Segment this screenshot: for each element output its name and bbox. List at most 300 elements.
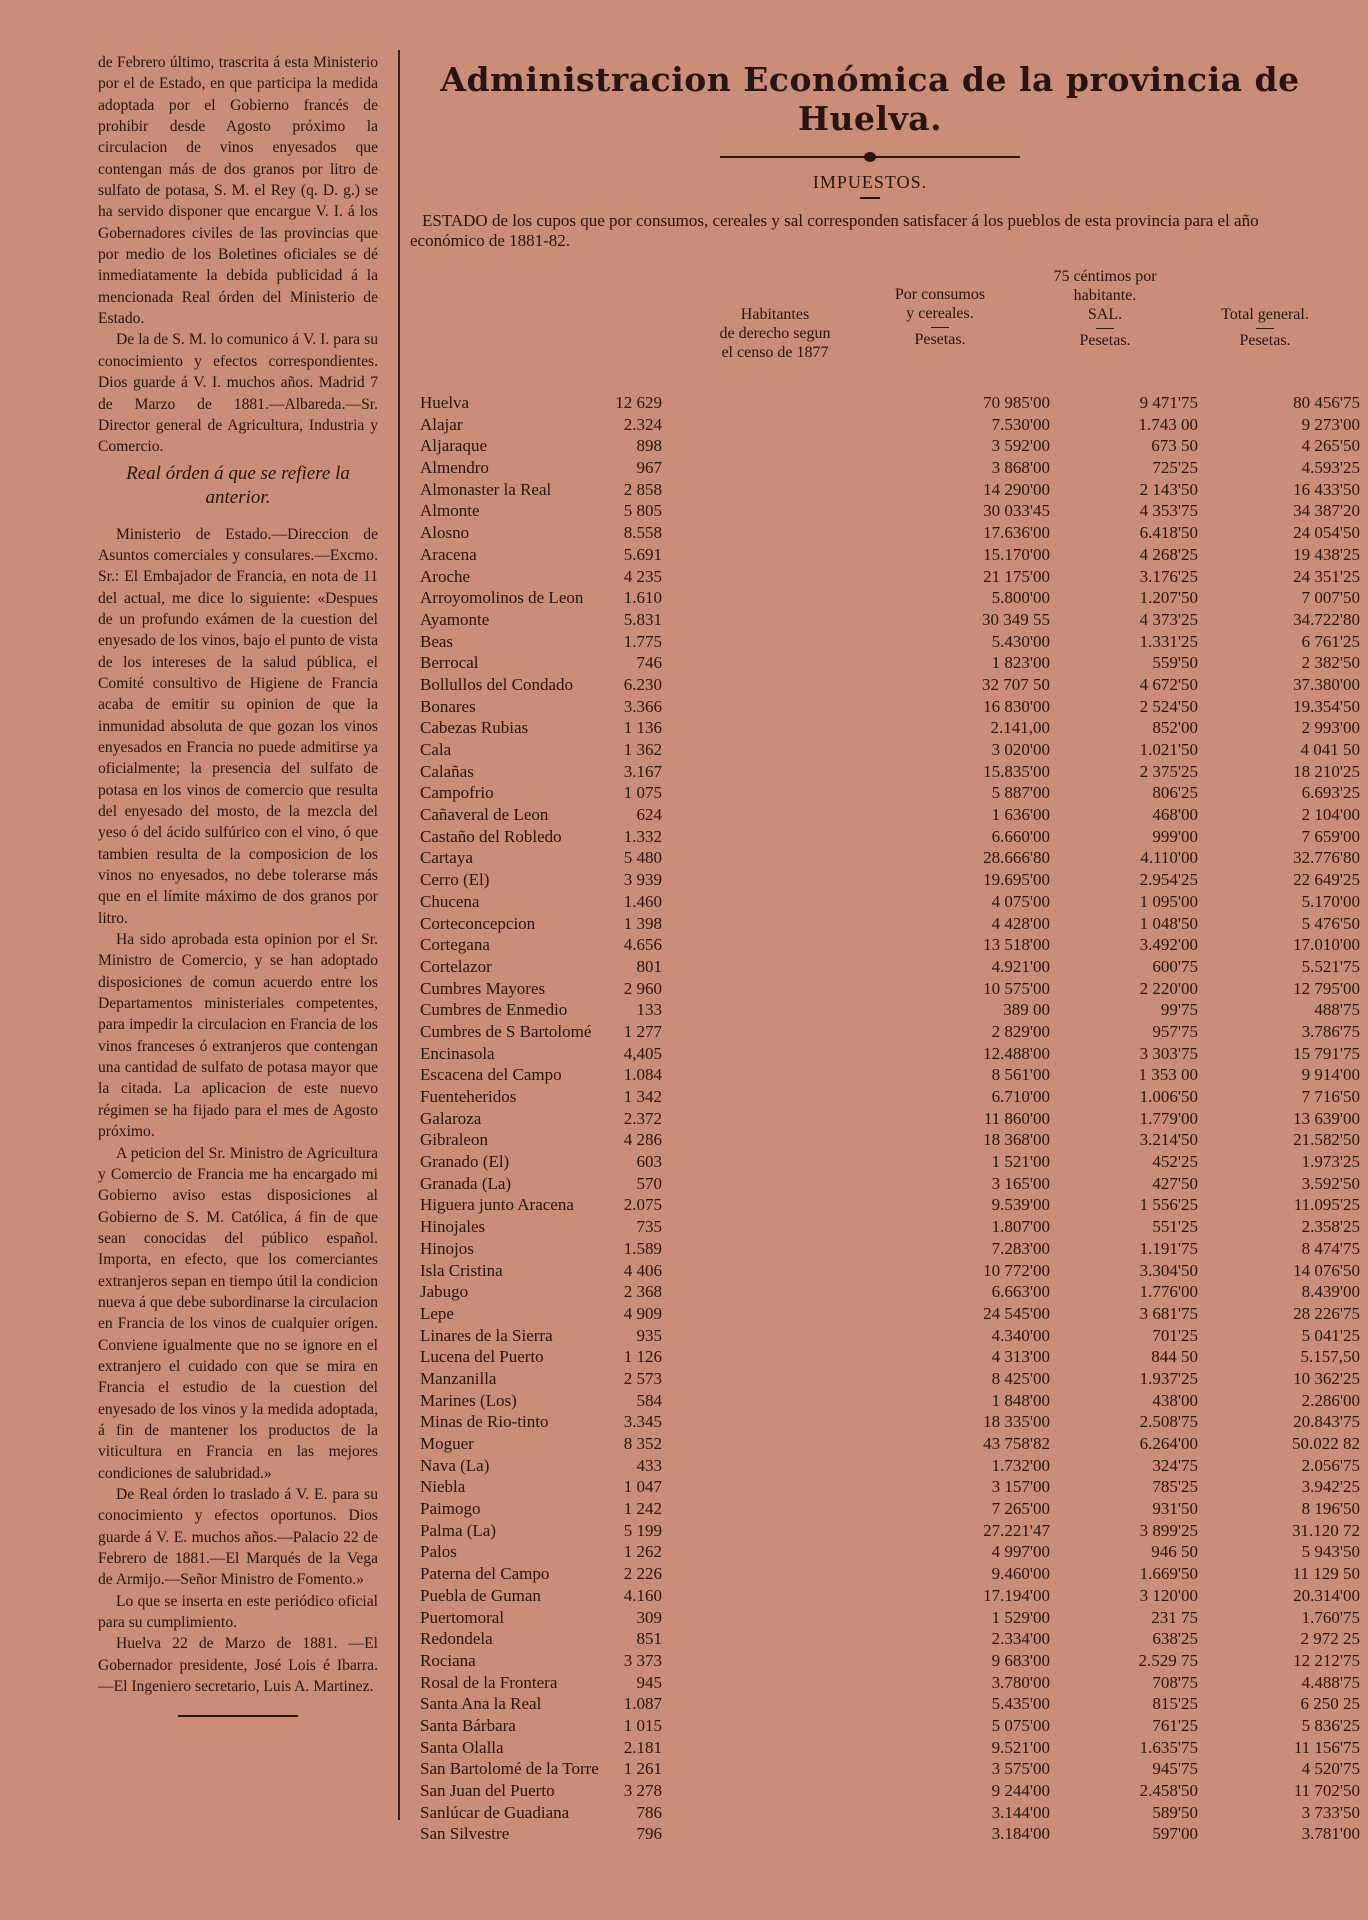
consumos-cell: 17.636'00 (983, 523, 1050, 543)
consumos-cell: 2.334'00 (991, 1629, 1050, 1649)
header-sal-dash (1096, 328, 1114, 329)
total-cell: 3 733'50 (1301, 1802, 1360, 1822)
total-cell: 2 972 25 (1300, 1629, 1360, 1649)
habitantes-cell: 2.075 (623, 1195, 662, 1215)
sal-cell: 673 50 (1151, 436, 1198, 456)
table-row (420, 1260, 1360, 1282)
consumos-cell: 5.430'00 (991, 631, 1050, 651)
town-name: Granada (La) (420, 1173, 512, 1193)
total-cell: 11 156'75 (1293, 1737, 1360, 1757)
left-paragraph-2: De la de S. M. lo comunico á V. I. para su conocimiento y efectos correspondientes. Dios guarde á V. I. muchos años. Madrid 7 de Marzo de 1881.—Albareda.—Sr. Director general de Agricultura, Industria y Comercio. (98, 331, 378, 456)
habitantes-cell: 4 406 (623, 1260, 662, 1280)
habitantes-cell: 3 939 (623, 870, 662, 890)
habitantes-cell: 1 262 (623, 1542, 662, 1562)
table-row (420, 1021, 1360, 1043)
consumos-cell: 2 829'00 (991, 1021, 1050, 1041)
total-cell: 11.095'25 (1293, 1195, 1360, 1215)
town-name: Paimogo (420, 1499, 481, 1519)
column-divider (398, 50, 400, 1820)
left-column (98, 52, 378, 1717)
table-row (420, 1758, 1360, 1780)
table-row (420, 652, 1360, 674)
header-tot-line-2: Pesetas. (1239, 332, 1291, 349)
total-cell: 2.286'00 (1301, 1390, 1360, 1410)
left-paragraph-6: De Real órden lo traslado á V. E. para su conocimiento y efectos oportunos. Dios guarde á V. E. muchos años.—Palacio 22 de Febrero de 1881.—El Marqués de la Vega de Armijo.—Señor Ministro de Fomento.» (98, 1486, 378, 1589)
sal-cell: 99'75 (1160, 1000, 1198, 1020)
total-cell: 15 791'75 (1293, 1043, 1360, 1063)
header-con-line-2: y cereales. (906, 305, 974, 322)
town-name: San Silvestre (420, 1824, 510, 1844)
habitantes-cell: 1 075 (623, 783, 662, 803)
habitantes-cell: 1 362 (623, 740, 662, 759)
habitantes-cell: 5.691 (623, 544, 662, 564)
sal-cell: 761'25 (1152, 1715, 1198, 1735)
table-row (420, 1433, 1360, 1455)
habitantes-cell: 935 (636, 1325, 662, 1345)
consumos-cell: 5 075'00 (991, 1715, 1050, 1735)
sal-cell: 2.529 75 (1138, 1650, 1198, 1670)
consumos-cell: 9 244'00 (991, 1781, 1050, 1800)
table-row (420, 934, 1360, 956)
table-row (420, 978, 1360, 1000)
habitantes-cell: 1 015 (623, 1715, 662, 1735)
consumos-cell: 43 758'82 (983, 1434, 1050, 1453)
total-cell: 7 659'00 (1301, 826, 1360, 846)
consumos-cell: 18 335'00 (983, 1412, 1050, 1432)
sal-cell: 559'50 (1152, 653, 1198, 673)
page-title: Administracion Económica de la provincia de Huelva. (440, 60, 1300, 138)
habitantes-cell: 735 (636, 1217, 662, 1237)
consumos-cell: 6.710'00 (991, 1087, 1050, 1106)
town-name: Isla Cristina (420, 1260, 503, 1280)
sal-cell: 468'00 (1152, 805, 1198, 825)
town-name: Cañaveral de Leon (420, 805, 549, 825)
table-row (420, 522, 1360, 544)
consumos-cell: 27.221'47 (983, 1520, 1050, 1540)
consumos-cell: 28.666'80 (983, 848, 1050, 868)
habitantes-cell: 8.558 (623, 523, 662, 543)
table-row (420, 392, 1360, 414)
total-cell: 2 382'50 (1301, 653, 1360, 673)
consumos-cell: 1 636'00 (991, 805, 1050, 825)
total-cell: 10 362'25 (1293, 1368, 1360, 1388)
total-cell: 9 914'00 (1301, 1065, 1360, 1085)
table-row (420, 1303, 1360, 1325)
town-name: Beas (420, 631, 454, 651)
habitantes-cell: 851 (636, 1629, 662, 1649)
total-cell: 8 196'50 (1301, 1499, 1360, 1519)
table-row (420, 1194, 1360, 1216)
habitantes-cell: 1 398 (623, 913, 662, 933)
habitantes-cell: 2 368 (623, 1282, 662, 1302)
total-cell: 5 836'25 (1301, 1715, 1360, 1735)
total-cell: 13 639'00 (1293, 1108, 1360, 1128)
total-cell: 11 129 50 (1292, 1564, 1360, 1584)
consumos-cell: 4 997'00 (991, 1542, 1050, 1562)
habitantes-cell: 5.831 (623, 609, 662, 629)
habitantes-cell: 4 235 (623, 566, 662, 586)
table-row (420, 1476, 1360, 1498)
header-con-line-3: Pesetas. (914, 331, 966, 348)
habitantes-cell: 1.084 (623, 1065, 662, 1085)
consumos-cell: 3 165'00 (991, 1173, 1050, 1193)
sal-cell: 2.458'50 (1139, 1781, 1198, 1800)
town-name: Palos (420, 1542, 457, 1562)
sal-cell: 806'25 (1152, 783, 1198, 803)
total-cell: 4 265'50 (1301, 436, 1360, 456)
sal-cell: 3.176'25 (1139, 566, 1198, 586)
habitantes-cell: 133 (636, 1000, 662, 1020)
town-name: Cumbres de Enmedio (420, 1000, 568, 1020)
table-row (420, 1086, 1360, 1108)
habitantes-cell: 1 136 (623, 718, 662, 738)
town-name: Lepe (420, 1303, 454, 1323)
table-row (420, 717, 1360, 739)
header-hab-line-1: Habitantes (740, 306, 810, 323)
consumos-cell: 9.460'00 (991, 1564, 1050, 1584)
consumos-cell: 4.921'00 (991, 956, 1050, 976)
table-row (420, 1216, 1360, 1238)
total-cell: 8 474'75 (1301, 1238, 1360, 1258)
sal-cell: 1.669'50 (1139, 1564, 1198, 1584)
town-name: Cumbres Mayores (420, 978, 546, 998)
table-row (420, 869, 1360, 891)
consumos-cell: 1 848'00 (991, 1390, 1050, 1410)
consumos-cell: 3.184'00 (991, 1824, 1050, 1844)
table-row (420, 1715, 1360, 1737)
sal-cell: 3.492'00 (1139, 935, 1198, 955)
town-name: Chucena (420, 891, 480, 911)
total-cell: 4.593'25 (1301, 458, 1360, 478)
table-row (420, 804, 1360, 826)
subtitle-dash (860, 197, 880, 199)
town-name: Encinasola (420, 1043, 495, 1063)
sal-cell: 1.006'50 (1139, 1087, 1198, 1106)
header-total (1195, 305, 1335, 350)
town-name: Manzanilla (420, 1368, 497, 1388)
town-name: Cerro (El) (420, 870, 490, 890)
consumos-cell: 3.144'00 (991, 1802, 1050, 1822)
table-row (420, 1325, 1360, 1347)
sal-cell: 931'50 (1152, 1499, 1198, 1519)
table-row (420, 913, 1360, 935)
table-row (420, 479, 1360, 501)
town-name: Escacena del Campo (420, 1065, 562, 1085)
consumos-cell: 7.283'00 (991, 1238, 1050, 1258)
total-cell: 20.314'00 (1293, 1585, 1360, 1605)
total-cell: 2 993'00 (1301, 718, 1360, 738)
section-subtitle (410, 172, 1330, 199)
habitantes-cell: 2 573 (623, 1368, 662, 1388)
consumos-cell: 7.530'00 (991, 414, 1050, 434)
sal-cell: 4 353'75 (1139, 501, 1198, 521)
total-cell: 5.170'00 (1301, 891, 1360, 911)
town-name: San Bartolomé de la Torre (420, 1759, 599, 1779)
consumos-cell: 8 561'00 (991, 1065, 1050, 1085)
sal-cell: 1 048'50 (1139, 913, 1198, 933)
consumos-cell: 3 020'00 (991, 740, 1050, 759)
sal-cell: 638'25 (1152, 1629, 1198, 1649)
habitantes-cell: 3 373 (623, 1650, 662, 1670)
sal-cell: 4 373'25 (1139, 609, 1198, 629)
town-name: Cabezas Rubias (420, 718, 529, 738)
consumos-cell: 24 545'00 (983, 1303, 1050, 1323)
sal-cell: 551'25 (1152, 1217, 1198, 1237)
estado-description: ESTADO de los cupos que por consumos, cereales y sal corresponden satisfacer á los pueblos de esta provincia para el año económico de 1881-82. (410, 211, 1259, 250)
table-row (420, 1346, 1360, 1368)
sal-cell: 815'25 (1152, 1694, 1198, 1714)
total-cell: 12 795'00 (1293, 978, 1360, 998)
sal-cell: 427'50 (1152, 1173, 1198, 1193)
consumos-cell: 9.539'00 (991, 1195, 1050, 1215)
table-row (420, 1650, 1360, 1672)
consumos-cell: 3 157'00 (991, 1477, 1050, 1497)
sal-cell: 4.110'00 (1140, 848, 1198, 868)
town-name: Gibraleon (420, 1130, 488, 1150)
left-paragraph-1: de Febrero último, trascrita á esta Ministerio por el de Estado, en que participa la medida adoptada por el Gobierno francés de prohibir desde Agosto próximo la circulacion de vinos enyesados que contengan más de dos granos por litro de sulfato de potasa, S. M. el Rey (q. D. g.) se ha servido disponer que encargue V. I. á los Gobernadores civiles de las provincias que por medio de los Boletines oficiales se dé inmediatamente la debida publicidad á la mencionada Real órden del Ministerio de Estado. (98, 54, 378, 328)
town-name: Alosno (420, 523, 470, 543)
consumos-cell: 7 265'00 (991, 1499, 1050, 1519)
habitantes-cell: 624 (636, 805, 662, 825)
table-row (420, 457, 1360, 479)
consumos-cell: 5 887'00 (991, 783, 1050, 803)
table-row (420, 1498, 1360, 1520)
sal-cell: 1.191'75 (1139, 1238, 1198, 1258)
sal-cell: 725'25 (1152, 458, 1198, 478)
header-sal-line-4: Pesetas. (1079, 332, 1131, 349)
sal-cell: 708'75 (1152, 1672, 1198, 1692)
consumos-cell: 15.170'00 (983, 544, 1050, 564)
consumos-cell: 4 313'00 (991, 1347, 1050, 1367)
town-name: Aljaraque (420, 436, 488, 456)
town-name: Arroyomolinos de Leon (420, 588, 584, 608)
header-sal-line-2: habitante. (1073, 287, 1137, 304)
total-cell: 1.973'25 (1301, 1152, 1360, 1172)
sal-cell: 1 095'00 (1139, 891, 1198, 911)
total-cell: 24 351'25 (1293, 566, 1360, 586)
habitantes-cell: 967 (636, 458, 662, 478)
total-cell: 21.582'50 (1293, 1130, 1360, 1150)
table-row (420, 1281, 1360, 1303)
total-cell: 5.521'75 (1301, 956, 1360, 976)
sal-cell: 1.331'25 (1139, 631, 1198, 651)
total-cell: 1.760'75 (1301, 1607, 1360, 1627)
habitantes-cell: 6.230 (623, 674, 662, 694)
town-name: Fuenteheridos (420, 1087, 517, 1106)
consumos-cell: 9.521'00 (991, 1737, 1050, 1757)
table-row (420, 1672, 1360, 1694)
habitantes-cell: 2.324 (623, 414, 662, 434)
town-name: Aracena (420, 544, 477, 564)
habitantes-cell: 5 805 (623, 501, 662, 521)
town-name: Nava (La) (420, 1455, 490, 1475)
total-cell: 28 226'75 (1293, 1303, 1360, 1323)
consumos-cell: 5.800'00 (991, 588, 1050, 608)
table-row (420, 587, 1360, 609)
table-row (420, 1520, 1360, 1542)
total-cell: 14 076'50 (1293, 1260, 1360, 1280)
habitantes-cell: 796 (636, 1824, 662, 1844)
sal-cell: 1.776'00 (1139, 1282, 1198, 1302)
sal-cell: 3 303'75 (1139, 1043, 1198, 1063)
table-row (420, 1151, 1360, 1173)
sal-cell: 589'50 (1152, 1802, 1198, 1822)
town-name: Hinojos (420, 1238, 474, 1258)
sal-cell: 852'00 (1152, 718, 1198, 738)
town-name: Palma (La) (420, 1520, 496, 1540)
habitantes-cell: 1 261 (623, 1759, 662, 1779)
town-name: Moguer (420, 1434, 474, 1453)
town-name: Paterna del Campo (420, 1564, 550, 1584)
table-headers (410, 267, 1330, 397)
habitantes-cell: 746 (636, 653, 662, 673)
table-row (420, 1823, 1360, 1845)
total-cell: 5 476'50 (1301, 913, 1360, 933)
habitantes-cell: 1 126 (623, 1347, 662, 1367)
consumos-cell: 70 985'00 (983, 393, 1050, 412)
total-cell: 7 716'50 (1301, 1087, 1360, 1106)
town-name: Minas de Rio-tinto (420, 1412, 549, 1432)
sal-cell: 2.508'75 (1139, 1412, 1198, 1432)
town-name: Bonares (420, 696, 476, 716)
sal-cell: 946 50 (1151, 1542, 1198, 1562)
total-cell: 32.776'80 (1293, 848, 1360, 868)
sal-cell: 1.207'50 (1139, 588, 1198, 608)
town-name: Berrocal (420, 653, 479, 673)
total-cell: 50.022 82 (1292, 1434, 1360, 1453)
town-name: Niebla (420, 1477, 466, 1497)
habitantes-cell: 3.345 (623, 1412, 662, 1432)
habitantes-cell: 1 047 (623, 1477, 662, 1497)
town-name: Castaño del Robledo (420, 826, 562, 846)
total-cell: 3.786'75 (1301, 1021, 1360, 1041)
habitantes-cell: 1.610 (623, 588, 662, 608)
table-row (420, 1802, 1360, 1824)
consumos-cell: 21 175'00 (983, 566, 1050, 586)
town-name: Alajar (420, 414, 463, 434)
sal-cell: 3.304'50 (1139, 1260, 1198, 1280)
header-tot-line-1: Total general. (1221, 306, 1309, 323)
town-name: San Juan del Puerto (420, 1781, 555, 1800)
habitantes-cell: 3.167 (623, 761, 662, 781)
total-cell: 4 520'75 (1301, 1759, 1360, 1779)
total-cell: 12 212'75 (1293, 1650, 1360, 1670)
consumos-cell: 17.194'00 (983, 1585, 1050, 1605)
consumos-cell: 12.488'00 (983, 1043, 1050, 1063)
consumos-cell: 1 521'00 (991, 1152, 1050, 1172)
left-heading: Real órden á que se refiere la anterior. (126, 462, 350, 508)
sal-cell: 597'00 (1152, 1824, 1198, 1844)
town-name: Galaroza (420, 1108, 482, 1128)
town-name: Cortegana (420, 935, 490, 955)
table-row (420, 1173, 1360, 1195)
town-name: Corteconcepcion (420, 913, 536, 933)
sal-cell: 231 75 (1151, 1607, 1198, 1627)
habitantes-cell: 786 (636, 1802, 662, 1822)
town-name: Puertomoral (420, 1607, 505, 1627)
header-sal-line-3: SAL. (1087, 306, 1123, 323)
habitantes-cell: 1 242 (623, 1499, 662, 1519)
town-name: Higuera junto Aracena (420, 1195, 574, 1215)
sal-cell: 844 50 (1151, 1347, 1198, 1367)
consumos-cell: 3 592'00 (991, 436, 1050, 456)
town-name: Cala (420, 740, 452, 759)
header-hab-line-3: el censo de 1877 (721, 344, 829, 361)
consumos-cell: 1.732'00 (991, 1455, 1050, 1475)
total-cell: 5.157,50 (1300, 1347, 1360, 1367)
table-row (420, 674, 1360, 696)
sal-cell: 2 524'50 (1139, 696, 1198, 716)
table-row (420, 1129, 1360, 1151)
sal-cell: 9 471'75 (1139, 393, 1198, 412)
total-cell: 16 433'50 (1293, 479, 1360, 499)
total-cell: 22 649'25 (1293, 870, 1360, 890)
table-row (420, 1411, 1360, 1433)
town-name: Cumbres de S Bartolomé (420, 1021, 592, 1041)
town-name: Aroche (420, 566, 471, 586)
consumos-cell: 32 707 50 (982, 674, 1050, 694)
consumos-cell: 18 368'00 (983, 1130, 1050, 1150)
town-name: Campofrio (420, 783, 494, 803)
table-row (420, 609, 1360, 631)
left-paragraph-7: Lo que se inserta en este periódico oficial para su cumplimiento. (98, 1592, 378, 1632)
sal-cell: 1.743 00 (1138, 414, 1198, 434)
habitantes-cell: 570 (636, 1173, 662, 1193)
habitantes-cell: 2 226 (623, 1564, 662, 1584)
total-cell: 20.843'75 (1293, 1412, 1360, 1432)
right-column (410, 50, 1330, 397)
header-con-line-1: Por consumos (894, 286, 986, 303)
total-cell: 34 387'20 (1293, 501, 1360, 521)
sal-cell: 1.779'00 (1139, 1108, 1198, 1128)
consumos-cell: 15.835'00 (983, 761, 1050, 781)
total-cell: 34.722'80 (1293, 609, 1360, 629)
table-row (420, 1628, 1360, 1650)
consumos-cell: 3 868'00 (991, 458, 1050, 478)
town-name: Almonte (420, 501, 480, 521)
total-cell: 19.354'50 (1293, 696, 1360, 716)
town-name: Jabugo (420, 1282, 469, 1302)
table-row (420, 891, 1360, 913)
habitantes-cell: 1.589 (623, 1238, 662, 1258)
sal-cell: 3.214'50 (1139, 1130, 1198, 1150)
table-row (420, 1368, 1360, 1390)
town-name: Hinojales (420, 1217, 486, 1237)
consumos-cell: 30 349 55 (982, 609, 1050, 629)
table-row (420, 1585, 1360, 1607)
consumos-cell: 14 290'00 (983, 479, 1050, 499)
sal-cell: 6.264'00 (1139, 1434, 1198, 1453)
consumos-cell: 6.663'00 (991, 1282, 1050, 1302)
town-name: Rociana (420, 1650, 476, 1670)
town-name: Linares de la Sierra (420, 1325, 553, 1345)
total-cell: 5 943'50 (1301, 1542, 1360, 1562)
town-name: Marines (Los) (420, 1390, 517, 1410)
consumos-cell: 16 830'00 (983, 696, 1050, 716)
total-cell: 2 104'00 (1301, 805, 1360, 825)
town-name: Sanlúcar de Guadiana (420, 1802, 570, 1822)
sal-cell: 957'75 (1152, 1021, 1198, 1041)
sal-cell: 3 681'75 (1139, 1303, 1198, 1323)
habitantes-cell: 433 (636, 1455, 662, 1475)
table-row (420, 500, 1360, 522)
sal-cell: 1.635'75 (1139, 1737, 1198, 1757)
table-row (420, 1780, 1360, 1802)
total-cell: 3.592'50 (1301, 1173, 1360, 1193)
header-sal-line-1: 75 céntimos por (1053, 268, 1157, 285)
table-row (420, 544, 1360, 566)
table-row (420, 739, 1360, 761)
